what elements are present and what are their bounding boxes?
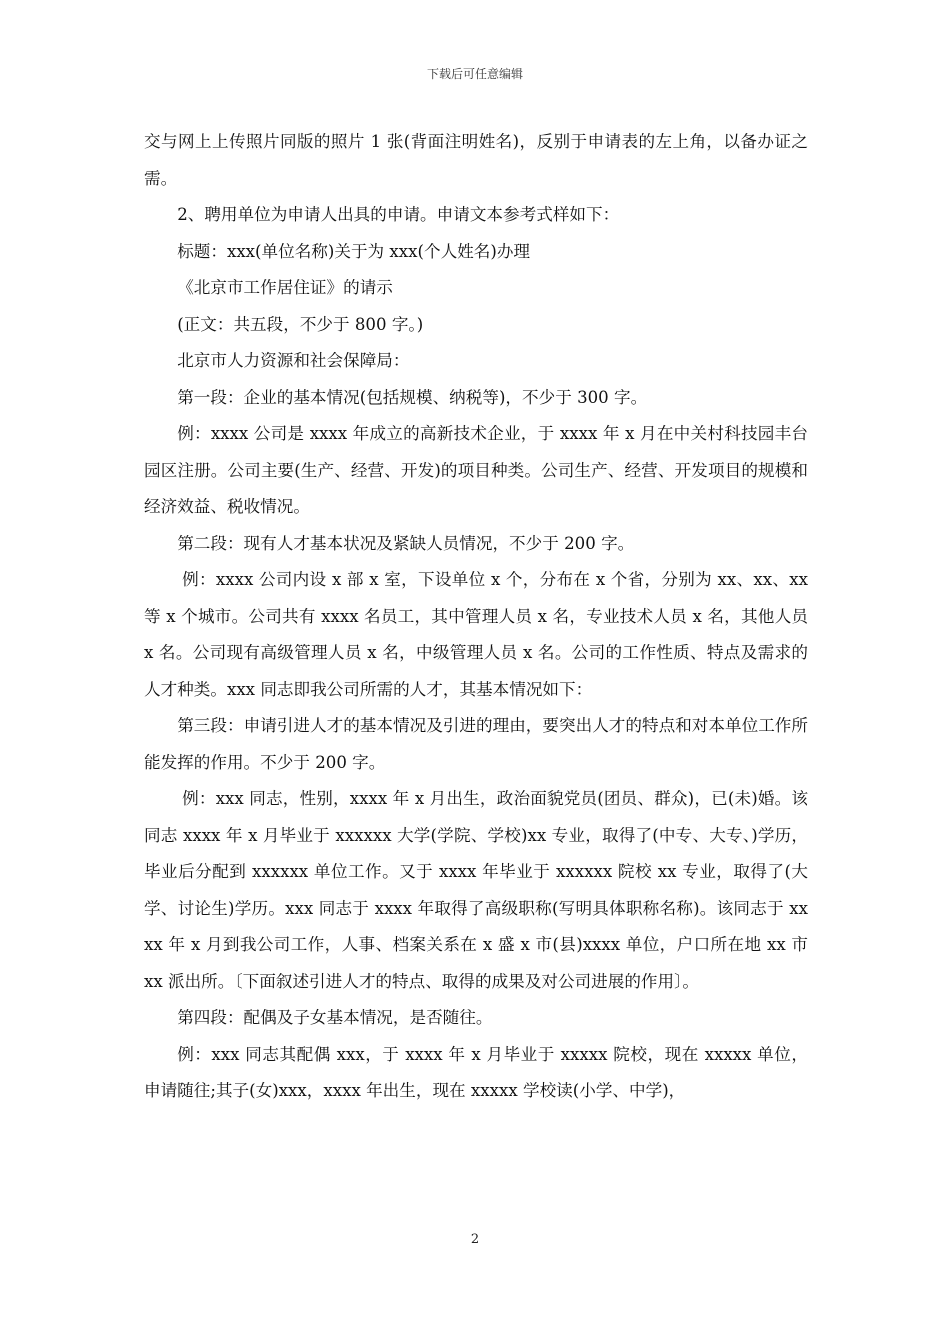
paragraph-body-requirement: (正文：共五段，不少于 800 字。) xyxy=(177,314,424,334)
page-header: 下载后可任意编辑 xyxy=(426,67,523,81)
paragraph-section-one: 第一段：企业的基本情况(包括规模、纳税等)，不少于 300 字。 xyxy=(177,387,648,407)
paragraph-section-four: 第四段：配偶及子女基本情况，是否随往。 xyxy=(177,1008,493,1027)
paragraph-title-continuation: 《北京市工作居住证》的请示 xyxy=(177,278,393,297)
paragraph-section-three: 第三段：申请引进人才的基本情况及引进的理由，要突出人才的特点和对本单位工作所能发挥的作用。不少于 200 字。 xyxy=(144,716,808,772)
paragraph-addressee: 北京市人力资源和社会保障局： xyxy=(177,351,410,370)
paragraph-photo-note: 交与网上上传照片同版的照片 1 张(背面注明姓名)，反别于申请表的左上角，以备办证之需。 xyxy=(144,132,808,188)
paragraph-employer-application: 2、聘用单位为申请人出具的申请。申请文本参考式样如下： xyxy=(177,205,620,224)
page-number: 2 xyxy=(470,1232,480,1247)
paragraph-section-four-example: 例：xxx 同志其配偶 xxx，于 xxxx 年 x 月毕业于 xxxxx 院校，现在 xxxxx 单位，申请随往;其子(女)xxx，xxxx 年出生，现在 xxxxx 学校读(小学、中学)， xyxy=(144,1044,808,1100)
document-body xyxy=(144,124,808,1110)
paragraph-section-one-example: 例：xxxx 公司是 xxxx 年成立的高新技术企业，于 xxxx 年 x 月在中关村科技园丰台园区注册。公司主要(生产、经营、开发)的项目种类。公司生产、经营、开发项目的规模和经济效益、税收情况。 xyxy=(144,424,808,516)
paragraph-section-two-example: 例：xxxx 公司内设 x 部 x 室，下设单位 x 个，分布在 x 个省，分别为 xx、xx、xx 等 x 个城市。公司共有 xxxx 名员工，其中管理人员 x 名，专业技术人员 x 名，其他人员 x 名。公司现有高级管理人员 x 名，中级管理人员 x 名。公司的工作性质、特点及需求的人才种类。xxx 同志即我公司所需的人才，其基本情况如下： xyxy=(144,570,808,699)
paragraph-section-three-example: 例：xxx 同志，性别，xxxx 年 x 月出生，政治面貌党员(团员、群众)，已(未)婚。该同志 xxxx 年 x 月毕业于 xxxxxx 大学(学院、学校)xx 专业，取得了(中专、大专、)学历，毕业后分配到 xxxxxx 单位工作。又于 xxxx 年毕业于 xxxxxx 院校 xx 专业，取得了(大学、讨论生)学历。xxx 同志于 xxxx 年取得了高级职称(写明具体职称名称)。该同志于 xxxx 年 x 月到我公司工作，人事、档案关系在 x 盛 x 市(县)xxxx 单位，户口所在地 xx 市 xx 派出所。〔下面叙述引进人才的特点、取得的成果及对公司进展的作用〕。 xyxy=(144,789,808,991)
paragraph-section-two: 第二段：现有人才基本状况及紧缺人员情况，不少于 200 字。 xyxy=(177,533,635,553)
paragraph-title-line: 标题：xxx(单位名称)关于为 xxx(个人姓名)办理 xyxy=(177,241,531,261)
